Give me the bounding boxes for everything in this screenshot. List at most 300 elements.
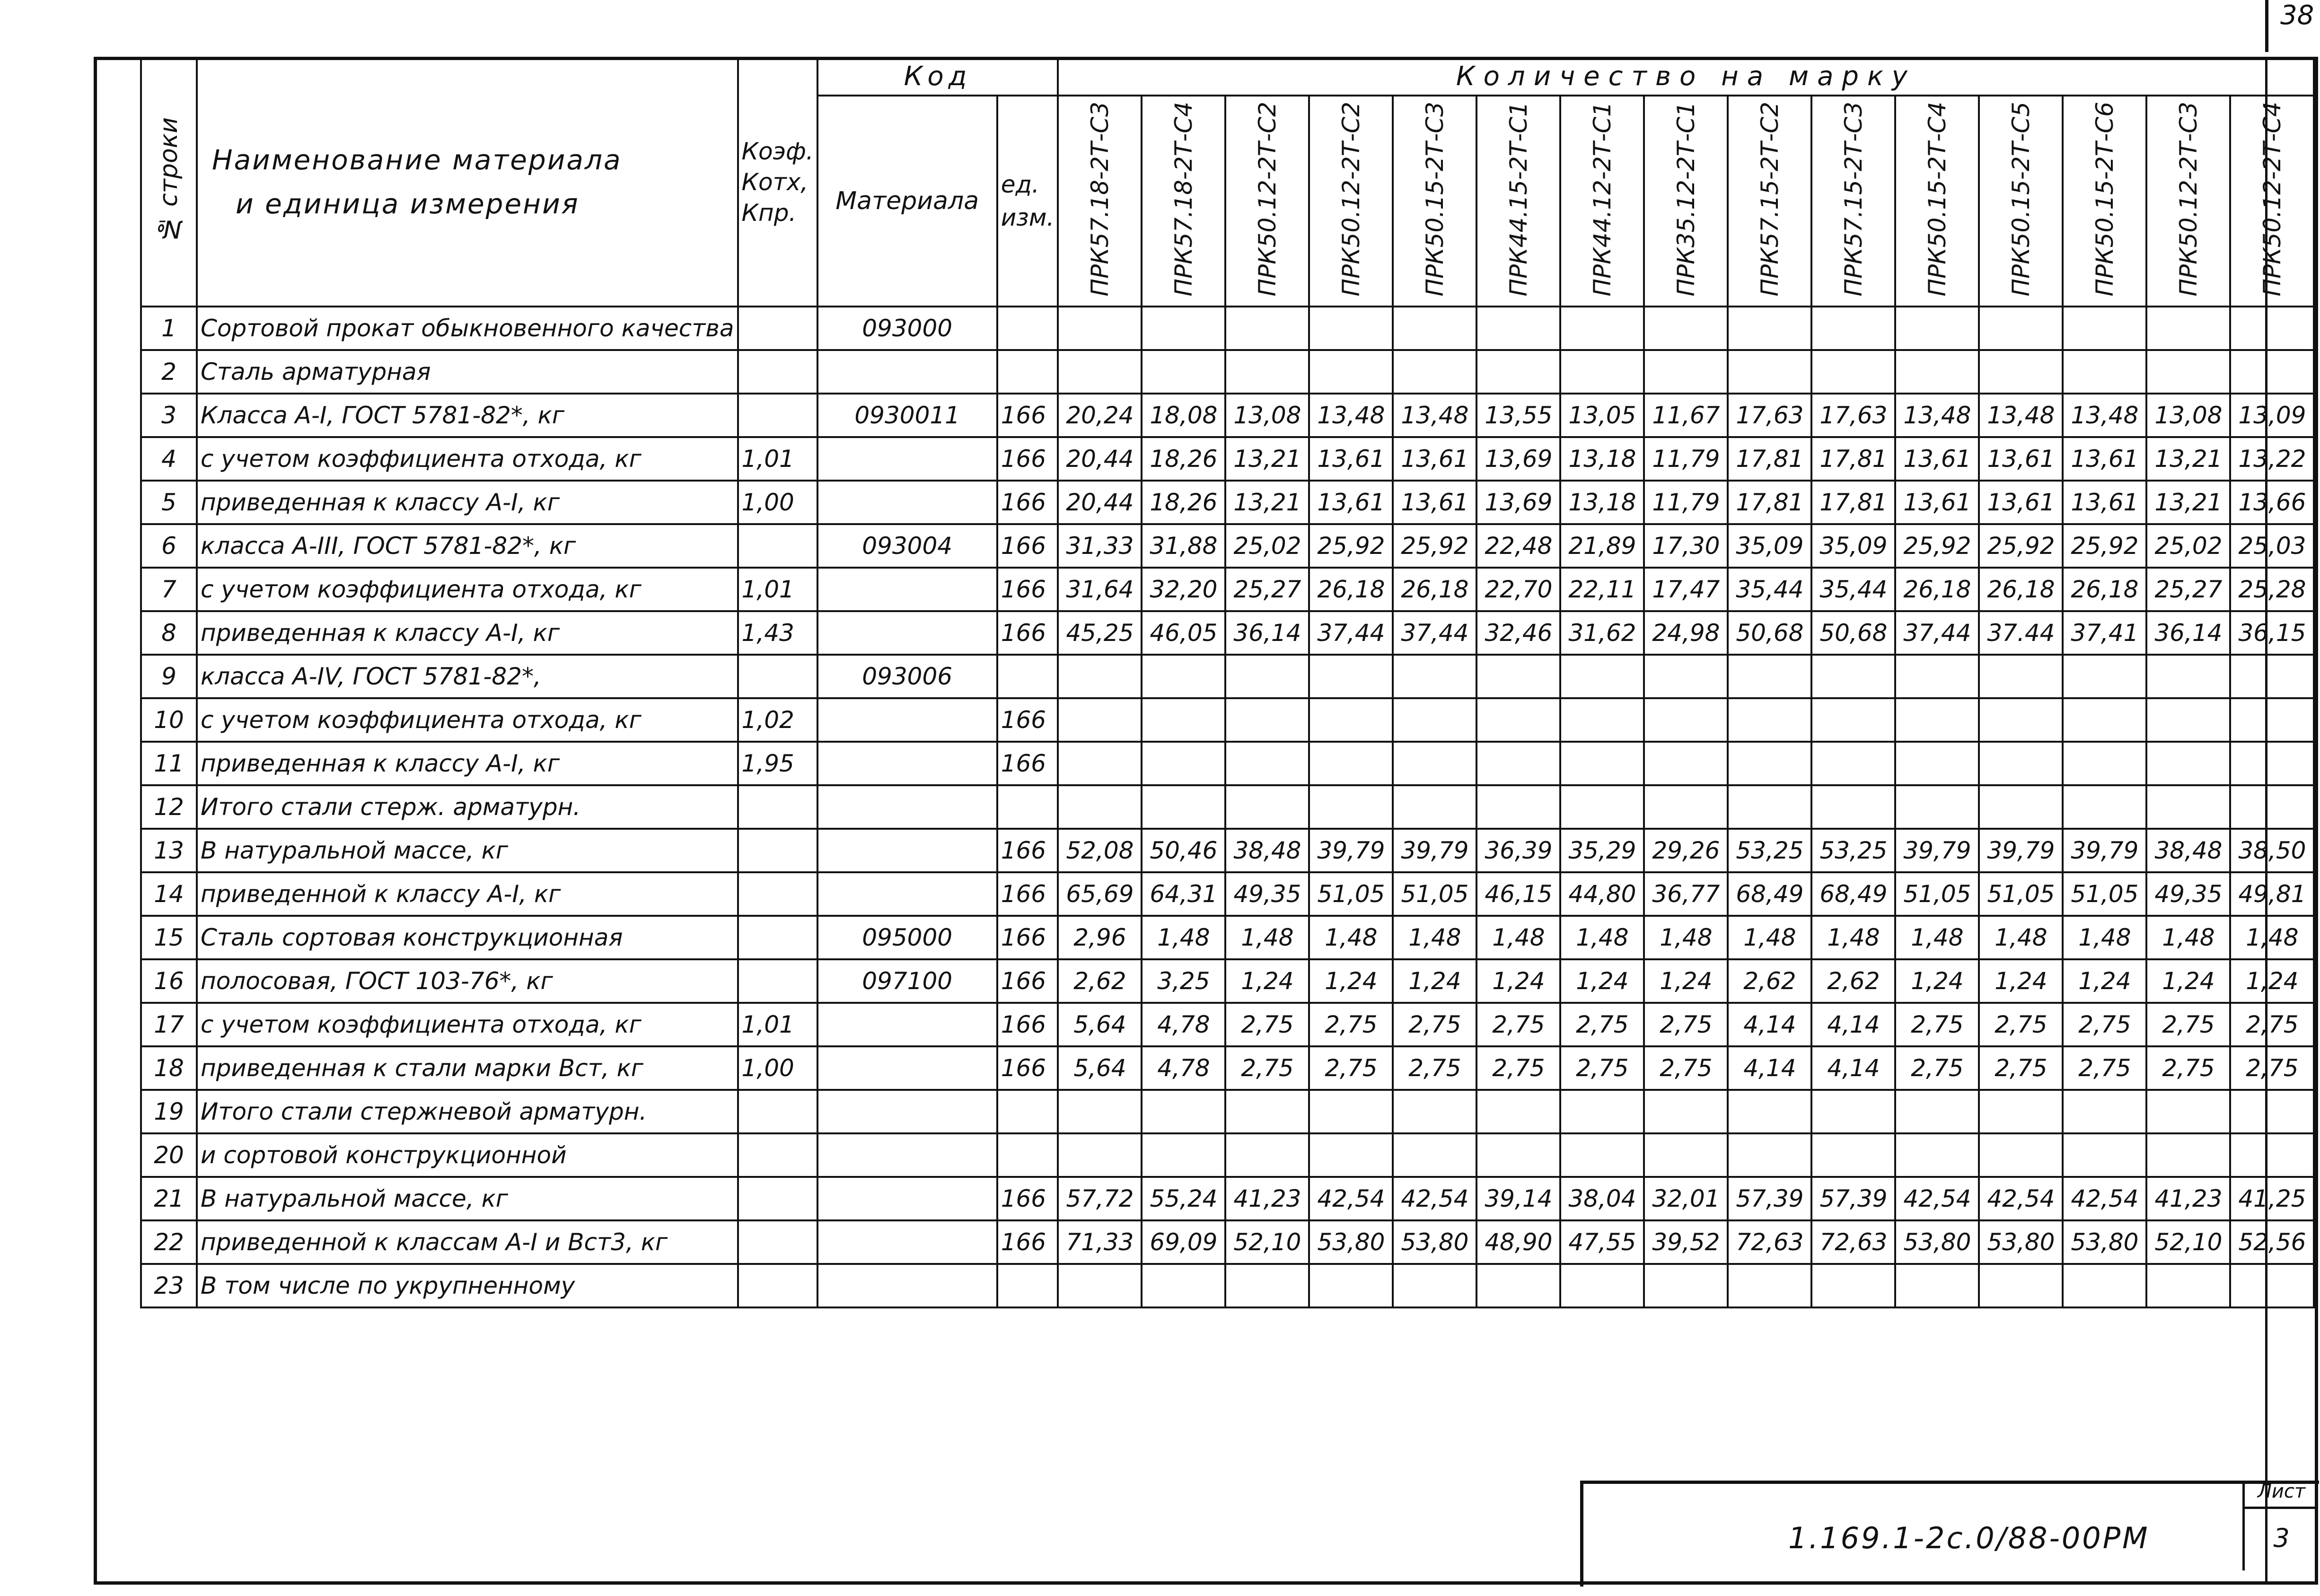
mark-header: ПРК57.18-2Т-С3 xyxy=(1058,96,1142,307)
quantity-cell: 1,48 xyxy=(1560,916,1644,959)
unit-code xyxy=(997,1264,1058,1307)
quantity-cell xyxy=(1979,1264,2063,1307)
unit-code: 166 xyxy=(997,437,1058,481)
quantity-cell xyxy=(1058,742,1142,785)
quantity-cell xyxy=(1309,307,1393,350)
material-code xyxy=(817,611,997,655)
quantity-cell: 1,48 xyxy=(1309,916,1393,959)
quantity-cell: 25,92 xyxy=(1979,524,2063,568)
quantity-cell xyxy=(1560,1090,1644,1133)
quantity-cell: 22,48 xyxy=(1476,524,1560,568)
table-row xyxy=(141,1220,2314,1264)
quantity-cell xyxy=(1309,350,1393,394)
quantity-cell: 2,75 xyxy=(2146,1046,2230,1090)
quantity-cell: 13,22 xyxy=(2230,437,2314,481)
quantity-cell: 13,55 xyxy=(1476,394,1560,437)
quantity-cell xyxy=(1979,1090,2063,1133)
document-code: 1.169.1-2с.0/88-00РМ xyxy=(1788,1521,2150,1555)
mark-header: ПРК50.15-2Т-С3 xyxy=(1393,96,1476,307)
mark-header: ПРК57.15-2Т-С2 xyxy=(1728,96,1811,307)
quantity-cell: 39,52 xyxy=(1644,1220,1728,1264)
quantity-cell xyxy=(1644,350,1728,394)
quantity-cell: 46,05 xyxy=(1142,611,1225,655)
quantity-cell: 39,79 xyxy=(2063,829,2146,872)
quantity-cell xyxy=(1058,1133,1142,1177)
quantity-cell xyxy=(1979,1133,2063,1177)
quantity-cell xyxy=(1811,1090,1895,1133)
coefficient-value xyxy=(738,1090,817,1133)
quantity-cell xyxy=(1225,1090,1309,1133)
coefficient-value xyxy=(738,1264,817,1307)
quantity-group-header: Количество на марку xyxy=(1058,58,2314,96)
quantity-cell xyxy=(1560,698,1644,742)
row-number: 23 xyxy=(141,1264,197,1307)
quantity-cell: 42,54 xyxy=(1895,1177,1979,1220)
quantity-cell: 1,24 xyxy=(1476,959,1560,1003)
quantity-cell: 1,48 xyxy=(1811,916,1895,959)
quantity-cell xyxy=(1895,1133,1979,1177)
quantity-cell: 13,66 xyxy=(2230,481,2314,524)
quantity-cell: 31,88 xyxy=(1142,524,1225,568)
mark-header: ПРК50.15-2Т-С6 xyxy=(2063,96,2146,307)
quantity-cell: 20,24 xyxy=(1058,394,1142,437)
quantity-cell xyxy=(1560,307,1644,350)
table-row xyxy=(141,698,2314,742)
quantity-cell: 1,48 xyxy=(1979,916,2063,959)
row-number: 14 xyxy=(141,872,197,916)
quantity-cell: 11,79 xyxy=(1644,437,1728,481)
quantity-cell: 4,78 xyxy=(1142,1003,1225,1046)
quantity-cell: 39,79 xyxy=(1393,829,1476,872)
quantity-cell xyxy=(2230,698,2314,742)
material-name: приведенная к классу А-I, кг xyxy=(197,611,738,655)
unit-code: 166 xyxy=(997,1046,1058,1090)
material-code: 093006 xyxy=(817,655,997,698)
quantity-cell: 68,49 xyxy=(1811,872,1895,916)
quantity-cell: 2,75 xyxy=(1476,1046,1560,1090)
quantity-cell: 50,46 xyxy=(1142,829,1225,872)
quantity-cell: 25,02 xyxy=(2146,524,2230,568)
quantity-cell: 26,18 xyxy=(1393,568,1476,611)
quantity-cell xyxy=(1644,1264,1728,1307)
quantity-cell: 2,75 xyxy=(1644,1046,1728,1090)
quantity-cell: 13,09 xyxy=(2230,394,2314,437)
unit-code: 166 xyxy=(997,568,1058,611)
quantity-cell: 1,48 xyxy=(1393,916,1476,959)
quantity-cell: 1,24 xyxy=(1225,959,1309,1003)
quantity-cell xyxy=(1560,785,1644,829)
quantity-cell: 1,48 xyxy=(1225,916,1309,959)
table-row xyxy=(141,568,2314,611)
quantity-cell: 1,24 xyxy=(1393,959,1476,1003)
quantity-cell xyxy=(2230,1133,2314,1177)
quantity-cell xyxy=(2146,307,2230,350)
quantity-cell xyxy=(1058,785,1142,829)
quantity-cell xyxy=(2230,350,2314,394)
quantity-cell: 20,44 xyxy=(1058,481,1142,524)
quantity-cell: 24,98 xyxy=(1644,611,1728,655)
sheet-label: Лист xyxy=(2242,1481,2318,1509)
quantity-cell: 13,61 xyxy=(1309,481,1393,524)
unit-code: 166 xyxy=(997,829,1058,872)
unit-code xyxy=(997,655,1058,698)
table-row xyxy=(141,307,2314,350)
quantity-cell: 53,25 xyxy=(1728,829,1811,872)
quantity-cell xyxy=(1728,1133,1811,1177)
quantity-cell: 13,21 xyxy=(1225,481,1309,524)
quantity-cell xyxy=(1393,655,1476,698)
quantity-cell xyxy=(2063,655,2146,698)
material-name: Итого стали стерж. арматурн. xyxy=(197,785,738,829)
quantity-cell: 42,54 xyxy=(2063,1177,2146,1220)
coefficient-value xyxy=(738,524,817,568)
quantity-cell: 18,26 xyxy=(1142,437,1225,481)
quantity-cell xyxy=(1728,655,1811,698)
unit-code: 166 xyxy=(997,524,1058,568)
material-name: В том числе по укрупненному xyxy=(197,1264,738,1307)
coefficient-value xyxy=(738,394,817,437)
quantity-cell xyxy=(1979,785,2063,829)
quantity-cell: 38,48 xyxy=(2146,829,2230,872)
table-row xyxy=(141,437,2314,481)
quantity-cell xyxy=(2146,655,2230,698)
coefficient-value: 1,01 xyxy=(738,568,817,611)
mark-header: ПРК50.12-2Т-С2 xyxy=(1309,96,1393,307)
coefficient-value xyxy=(738,1220,817,1264)
quantity-cell: 25,92 xyxy=(1309,524,1393,568)
material-name: приведенной к классу А-I, кг xyxy=(197,872,738,916)
quantity-cell: 1,24 xyxy=(2230,959,2314,1003)
quantity-cell xyxy=(1476,307,1560,350)
quantity-cell: 32,01 xyxy=(1644,1177,1728,1220)
quantity-cell xyxy=(2063,1090,2146,1133)
table-row xyxy=(141,1003,2314,1046)
quantity-cell: 45,25 xyxy=(1058,611,1142,655)
material-name: Итого стали стержневой арматурн. xyxy=(197,1090,738,1133)
quantity-cell: 25,03 xyxy=(2230,524,2314,568)
material-code xyxy=(817,1003,997,1046)
quantity-cell: 2,75 xyxy=(1895,1046,1979,1090)
mark-header: ПРК44.15-2Т-С1 xyxy=(1476,96,1560,307)
quantity-cell xyxy=(1142,350,1225,394)
quantity-cell: 31,62 xyxy=(1560,611,1644,655)
mark-header: ПРК44.12-2Т-С1 xyxy=(1560,96,1644,307)
quantity-cell: 51,05 xyxy=(1393,872,1476,916)
table-row xyxy=(141,959,2314,1003)
quantity-cell: 69,09 xyxy=(1142,1220,1225,1264)
quantity-cell: 51,05 xyxy=(1979,872,2063,916)
quantity-cell xyxy=(1142,307,1225,350)
quantity-cell xyxy=(1142,1264,1225,1307)
coefficient-value xyxy=(738,829,817,872)
quantity-cell xyxy=(2063,742,2146,785)
coefficient-value xyxy=(738,916,817,959)
quantity-cell: 13,18 xyxy=(1560,481,1644,524)
mark-header: ПРК57.18-2Т-С4 xyxy=(1142,96,1225,307)
quantity-cell xyxy=(1728,742,1811,785)
row-number: 12 xyxy=(141,785,197,829)
material-code: 093000 xyxy=(817,307,997,350)
quantity-cell: 64,31 xyxy=(1142,872,1225,916)
material-name: В натуральной массе, кг xyxy=(197,829,738,872)
quantity-cell: 25,27 xyxy=(2146,568,2230,611)
quantity-cell: 44,80 xyxy=(1560,872,1644,916)
quantity-cell: 2,75 xyxy=(1225,1003,1309,1046)
quantity-cell xyxy=(1728,1264,1811,1307)
quantity-cell: 53,25 xyxy=(1811,829,1895,872)
quantity-cell: 36,77 xyxy=(1644,872,1728,916)
material-code xyxy=(817,1133,997,1177)
quantity-cell xyxy=(1476,742,1560,785)
unit-code: 166 xyxy=(997,394,1058,437)
mark-header: ПРК57.15-2Т-С3 xyxy=(1811,96,1895,307)
quantity-cell: 13,69 xyxy=(1476,481,1560,524)
material-code xyxy=(817,742,997,785)
quantity-cell: 36,14 xyxy=(2146,611,2230,655)
quantity-cell: 4,14 xyxy=(1728,1003,1811,1046)
quantity-cell: 22,11 xyxy=(1560,568,1644,611)
quantity-cell xyxy=(1644,1090,1728,1133)
material-code xyxy=(817,1090,997,1133)
coefficient-value xyxy=(738,1177,817,1220)
unit-code xyxy=(997,350,1058,394)
material-name: с учетом коэффициента отхода, кг xyxy=(197,698,738,742)
page-number: 38 xyxy=(2280,0,2314,31)
coefficient-value xyxy=(738,872,817,916)
quantity-cell: 57,39 xyxy=(1728,1177,1811,1220)
quantity-cell xyxy=(1895,307,1979,350)
quantity-cell: 18,26 xyxy=(1142,481,1225,524)
quantity-cell: 50,68 xyxy=(1728,611,1811,655)
quantity-cell: 1,48 xyxy=(2230,916,2314,959)
quantity-cell xyxy=(1142,1133,1225,1177)
quantity-cell xyxy=(1309,655,1393,698)
material-name: с учетом коэффициента отхода, кг xyxy=(197,1003,738,1046)
quantity-cell: 13,48 xyxy=(1393,394,1476,437)
quantity-cell xyxy=(2230,1264,2314,1307)
row-number: 1 xyxy=(141,307,197,350)
quantity-cell: 3,25 xyxy=(1142,959,1225,1003)
coefficient-value: 1,01 xyxy=(738,437,817,481)
quantity-cell xyxy=(1393,785,1476,829)
quantity-cell: 13,48 xyxy=(1895,394,1979,437)
material-code: 095000 xyxy=(817,916,997,959)
table-row xyxy=(141,611,2314,655)
quantity-cell: 2,75 xyxy=(2230,1003,2314,1046)
quantity-cell xyxy=(2063,350,2146,394)
quantity-cell: 13,61 xyxy=(2063,437,2146,481)
quantity-cell xyxy=(1058,698,1142,742)
table-row xyxy=(141,394,2314,437)
quantity-cell xyxy=(1979,742,2063,785)
quantity-cell: 50,68 xyxy=(1811,611,1895,655)
row-number: 7 xyxy=(141,568,197,611)
quantity-cell xyxy=(2230,307,2314,350)
material-name: Сортовой прокат обыкновенного качества xyxy=(197,307,738,350)
material-code: 093004 xyxy=(817,524,997,568)
table-row xyxy=(141,1177,2314,1220)
row-number: 13 xyxy=(141,829,197,872)
mark-header: ПРК35.12-2Т-С1 xyxy=(1644,96,1728,307)
quantity-cell xyxy=(1225,1133,1309,1177)
quantity-cell: 13,61 xyxy=(2063,481,2146,524)
row-number: 20 xyxy=(141,1133,197,1177)
unit-code xyxy=(997,785,1058,829)
table-row xyxy=(141,1133,2314,1177)
quantity-cell xyxy=(1728,307,1811,350)
quantity-cell xyxy=(1895,350,1979,394)
quantity-cell xyxy=(2230,742,2314,785)
material-name: приведенная к классу А-I, кг xyxy=(197,481,738,524)
table-row xyxy=(141,785,2314,829)
unit-code: 166 xyxy=(997,1220,1058,1264)
quantity-cell xyxy=(1225,655,1309,698)
material-name: и сортовой конструкционной xyxy=(197,1133,738,1177)
quantity-cell xyxy=(1811,1264,1895,1307)
quantity-cell: 55,24 xyxy=(1142,1177,1225,1220)
quantity-cell: 1,48 xyxy=(1476,916,1560,959)
quantity-cell: 4,14 xyxy=(1811,1046,1895,1090)
material-code xyxy=(817,350,997,394)
quantity-cell xyxy=(1393,350,1476,394)
material-name: с учетом коэффициента отхода, кг xyxy=(197,437,738,481)
quantity-cell: 4,14 xyxy=(1728,1046,1811,1090)
quantity-cell xyxy=(1811,350,1895,394)
quantity-cell xyxy=(1476,785,1560,829)
quantity-cell: 41,25 xyxy=(2230,1177,2314,1220)
quantity-cell xyxy=(2063,1133,2146,1177)
unit-code-header: ед. изм. xyxy=(997,96,1058,307)
quantity-cell: 13,08 xyxy=(1225,394,1309,437)
unit-code: 166 xyxy=(997,698,1058,742)
material-specification-table xyxy=(140,57,2315,1308)
quantity-cell: 35,09 xyxy=(1728,524,1811,568)
quantity-cell: 2,75 xyxy=(1309,1003,1393,1046)
quantity-cell xyxy=(1058,350,1142,394)
quantity-cell: 53,80 xyxy=(1895,1220,1979,1264)
quantity-cell xyxy=(1309,1090,1393,1133)
unit-code xyxy=(997,1090,1058,1133)
coefficient-value: 1,43 xyxy=(738,611,817,655)
quantity-cell xyxy=(1142,785,1225,829)
quantity-cell: 2,96 xyxy=(1058,916,1142,959)
quantity-cell xyxy=(1895,1090,1979,1133)
quantity-cell: 17,81 xyxy=(1811,481,1895,524)
quantity-cell xyxy=(1058,655,1142,698)
quantity-cell xyxy=(1058,307,1142,350)
quantity-cell: 17,81 xyxy=(1811,437,1895,481)
quantity-cell: 65,69 xyxy=(1058,872,1142,916)
quantity-cell xyxy=(1811,307,1895,350)
quantity-cell: 13,08 xyxy=(2146,394,2230,437)
quantity-cell xyxy=(2230,655,2314,698)
mark-header: ПРК50.12-2Т-С4 xyxy=(2230,96,2314,307)
quantity-cell: 17,47 xyxy=(1644,568,1728,611)
quantity-cell xyxy=(1895,698,1979,742)
quantity-cell: 42,54 xyxy=(1979,1177,2063,1220)
quantity-cell xyxy=(1728,785,1811,829)
quantity-cell: 36,39 xyxy=(1476,829,1560,872)
quantity-cell: 38,04 xyxy=(1560,1177,1644,1220)
quantity-cell xyxy=(1560,1264,1644,1307)
row-number: 6 xyxy=(141,524,197,568)
quantity-cell xyxy=(1476,698,1560,742)
coefficient-value: 1,00 xyxy=(738,1046,817,1090)
quantity-cell: 2,75 xyxy=(1979,1046,2063,1090)
quantity-cell xyxy=(1476,655,1560,698)
material-name: приведенной к классам А-I и Вст3, кг xyxy=(197,1220,738,1264)
quantity-cell: 13,21 xyxy=(2146,437,2230,481)
quantity-cell: 2,75 xyxy=(1309,1046,1393,1090)
quantity-cell xyxy=(1058,1090,1142,1133)
quantity-cell xyxy=(1644,698,1728,742)
quantity-cell xyxy=(1644,307,1728,350)
row-number: 2 xyxy=(141,350,197,394)
quantity-cell: 36,14 xyxy=(1225,611,1309,655)
quantity-cell: 36,15 xyxy=(2230,611,2314,655)
quantity-cell: 25,28 xyxy=(2230,568,2314,611)
quantity-cell xyxy=(1225,1264,1309,1307)
quantity-cell: 1,24 xyxy=(1895,959,1979,1003)
sheet-number: 3 xyxy=(2242,1509,2318,1570)
material-name-header: Наименование материала и единица измерения xyxy=(197,58,738,307)
unit-code: 166 xyxy=(997,1177,1058,1220)
quantity-cell: 37,44 xyxy=(1895,611,1979,655)
quantity-cell: 1,48 xyxy=(1644,916,1728,959)
material-code: 097100 xyxy=(817,959,997,1003)
row-number: 10 xyxy=(141,698,197,742)
material-name: полосовая, ГОСТ 103-76*, кг xyxy=(197,959,738,1003)
quantity-cell: 53,80 xyxy=(1979,1220,2063,1264)
material-code-header: Материала xyxy=(817,96,997,307)
quantity-cell: 35,44 xyxy=(1728,568,1811,611)
quantity-cell: 46,15 xyxy=(1476,872,1560,916)
quantity-cell xyxy=(1393,1133,1476,1177)
quantity-cell: 37,41 xyxy=(2063,611,2146,655)
quantity-cell: 32,20 xyxy=(1142,568,1225,611)
quantity-cell xyxy=(2146,350,2230,394)
quantity-cell: 5,64 xyxy=(1058,1003,1142,1046)
quantity-cell: 52,08 xyxy=(1058,829,1142,872)
quantity-cell xyxy=(1644,1133,1728,1177)
quantity-cell: 51,05 xyxy=(2063,872,2146,916)
quantity-cell: 11,67 xyxy=(1644,394,1728,437)
quantity-cell: 42,54 xyxy=(1393,1177,1476,1220)
quantity-cell: 18,08 xyxy=(1142,394,1225,437)
quantity-cell xyxy=(2146,1133,2230,1177)
quantity-cell: 13,61 xyxy=(1979,481,2063,524)
quantity-cell: 17,30 xyxy=(1644,524,1728,568)
row-number: 11 xyxy=(141,742,197,785)
quantity-cell xyxy=(1309,785,1393,829)
quantity-cell: 13,21 xyxy=(1225,437,1309,481)
quantity-cell xyxy=(1476,1133,1560,1177)
table-row xyxy=(141,1046,2314,1090)
unit-code: 166 xyxy=(997,611,1058,655)
table-row xyxy=(141,1264,2314,1307)
quantity-cell: 17,63 xyxy=(1728,394,1811,437)
quantity-cell xyxy=(1225,307,1309,350)
quantity-cell: 2,75 xyxy=(2230,1046,2314,1090)
quantity-cell: 1,48 xyxy=(1728,916,1811,959)
quantity-cell xyxy=(2063,307,2146,350)
quantity-cell xyxy=(2146,1090,2230,1133)
quantity-cell xyxy=(1560,742,1644,785)
row-number: 21 xyxy=(141,1177,197,1220)
quantity-cell: 51,05 xyxy=(1309,872,1393,916)
material-name: класса А-III, ГОСТ 5781-82*, кг xyxy=(197,524,738,568)
table-row xyxy=(141,872,2314,916)
